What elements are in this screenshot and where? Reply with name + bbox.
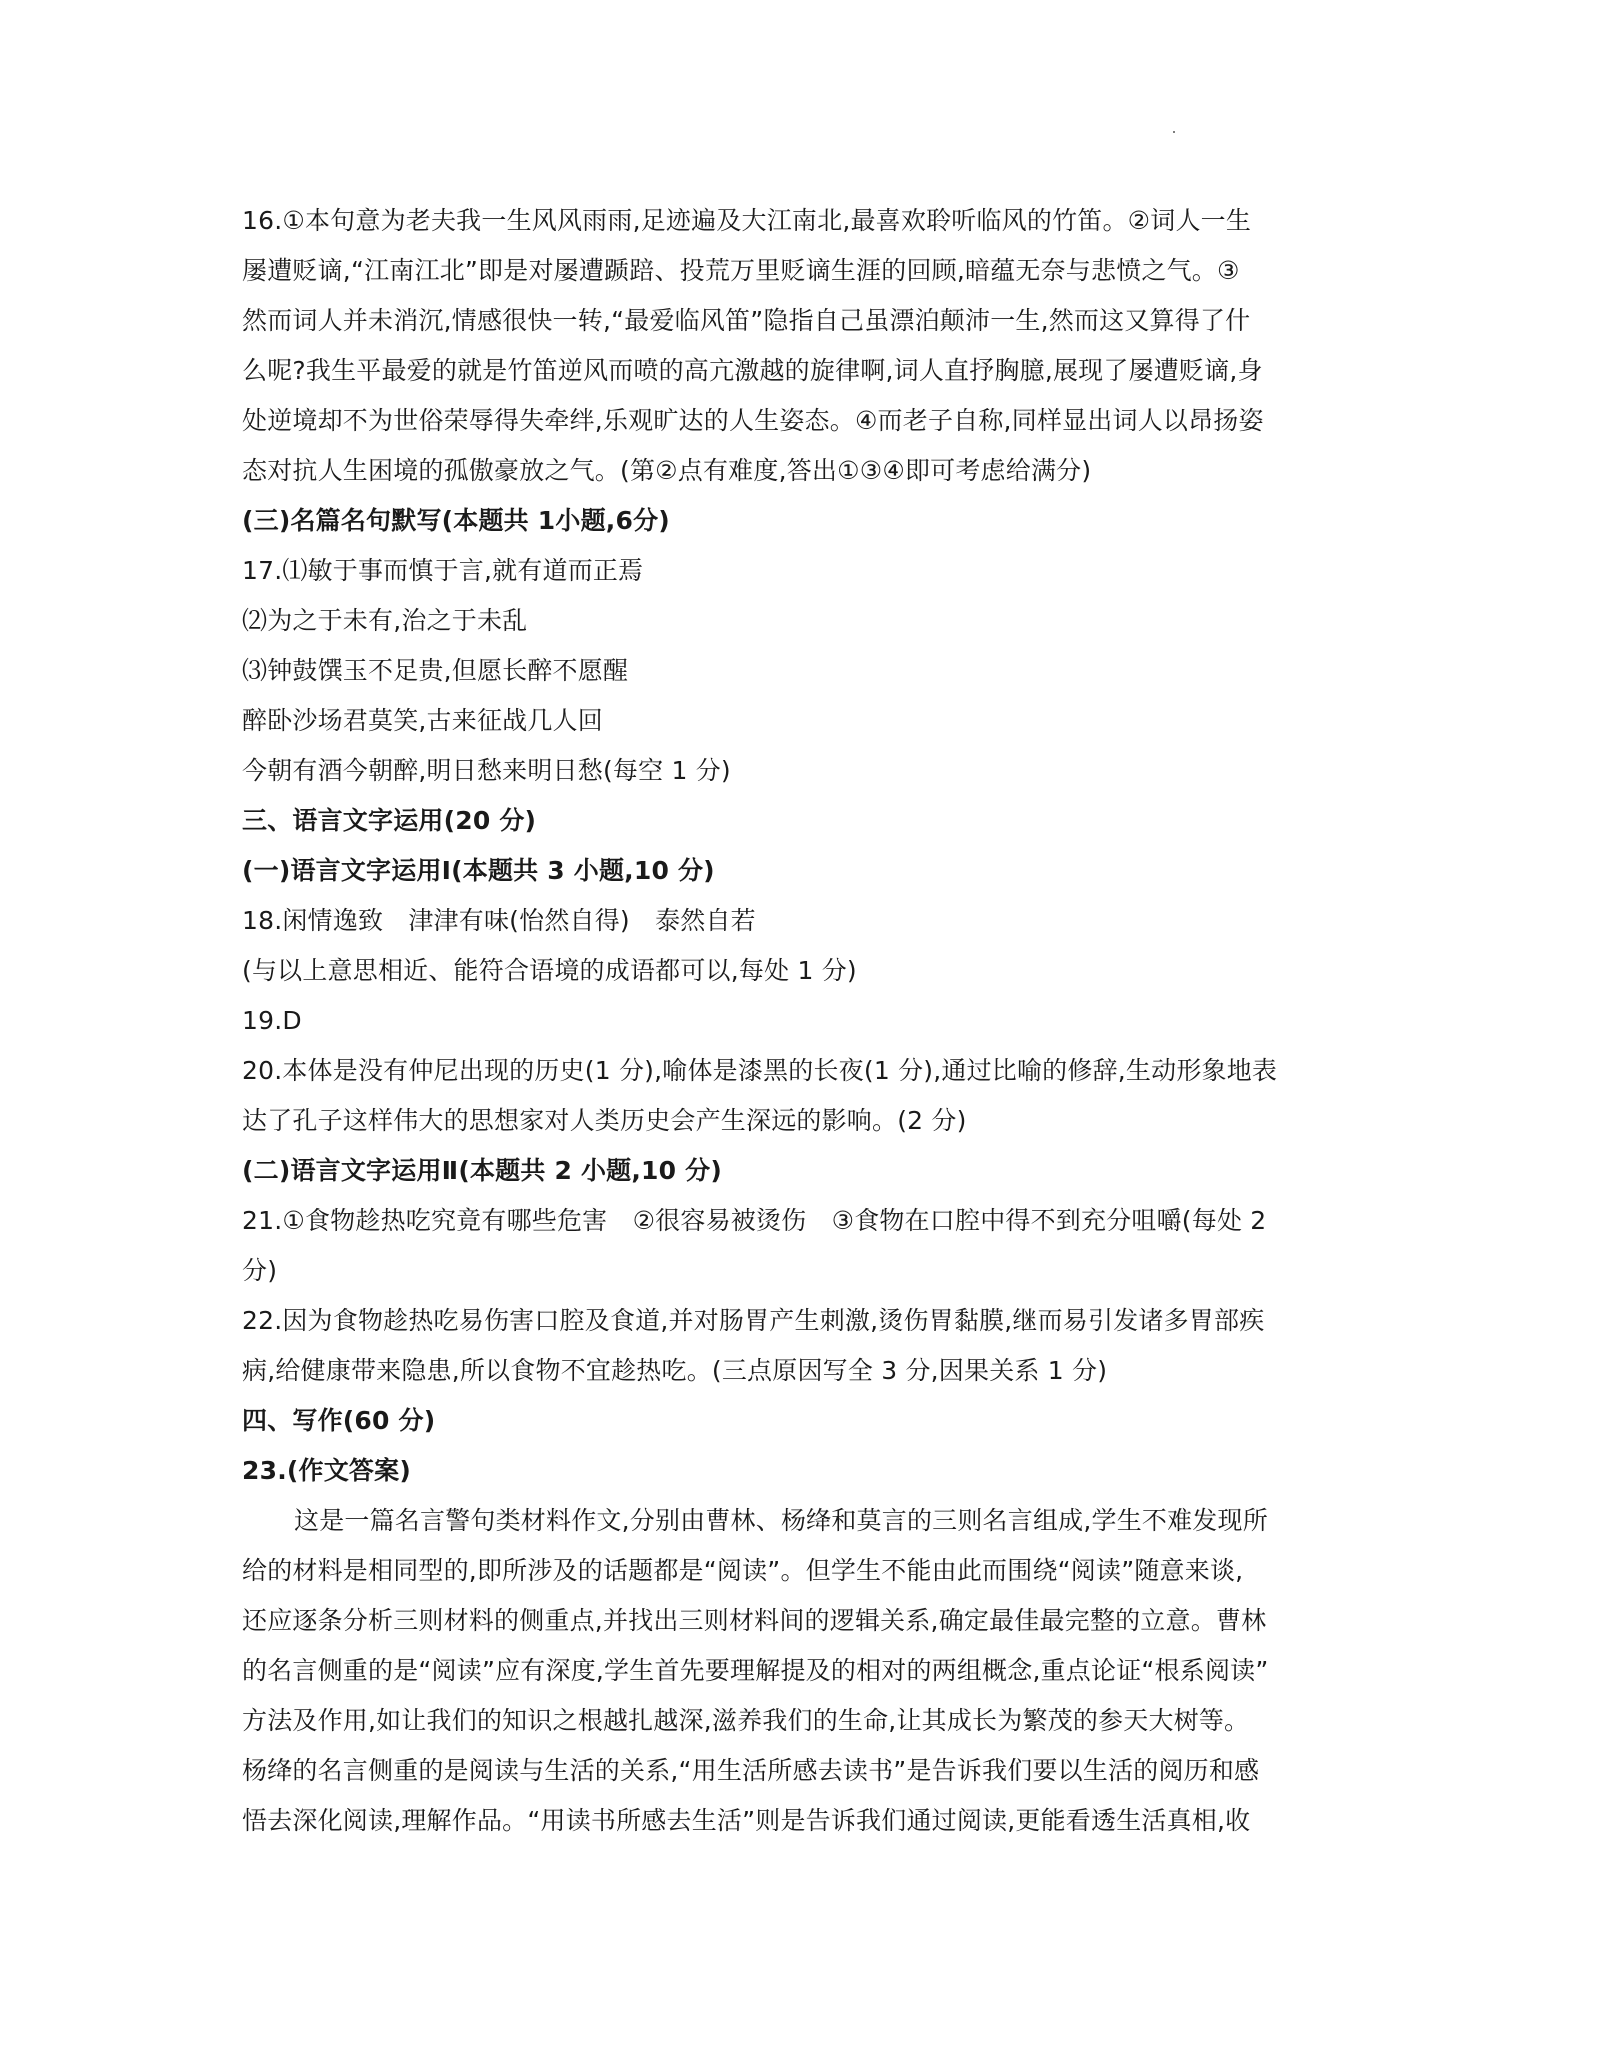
section-heading-recitation: (三)名篇名句默写(本题共 1小题,6分): [242, 506, 670, 535]
answer-17-line-3: ⑶钟鼓馔玉不足贵,但愿长醉不愿醒: [242, 656, 629, 685]
answer-17-line-2: ⑵为之于未有,治之于未乱: [242, 606, 528, 635]
answer-18-line-2: (与以上意思相近、能符合语境的成语都可以,每处 1 分): [242, 956, 857, 985]
answer-20-line-2: 达了孔子这样伟大的思想家对人类历史会产生深远的影响。(2 分): [242, 1106, 967, 1135]
answer-21-line-2: 分): [242, 1256, 278, 1285]
essay-paragraph-line-4: 的名言侧重的是“阅读”应有深度,学生首先要理解提及的相对的两组概念,重点论证“根系阅读”: [242, 1656, 1269, 1685]
answer-21-line-1: 21.①食物趁热吃究竟有哪些危害 ②很容易被烫伤 ③食物在口腔中得不到充分咀嚼(每处 2: [242, 1206, 1267, 1235]
answer-18-line-1: 18.闲情逸致 津津有味(怡然自得) 泰然自若: [242, 906, 756, 935]
document-page: [242, 196, 1372, 1846]
answer-23-heading: 23.(作文答案): [242, 1456, 411, 1485]
answer-20-line-1: 20.本体是没有仲尼出现的历史(1 分),喻体是漆黑的长夜(1 分),通过比喻的修辞,生动形象地表: [242, 1056, 1278, 1085]
essay-paragraph-line-3: 还应逐条分析三则材料的侧重点,并找出三则材料间的逻辑关系,确定最佳最完整的立意。曹林: [242, 1606, 1267, 1635]
answer-16-line-5: 处逆境却不为世俗荣辱得失牵绊,乐观旷达的人生姿态。④而老子自称,同样显出词人以昂扬姿: [242, 406, 1264, 435]
answer-16-line-6: 态对抗人生困境的孤傲豪放之气。(第②点有难度,答出①③④即可考虑给满分): [242, 456, 1092, 485]
scan-dot-mark: [1173, 131, 1175, 133]
answer-22-line-1: 22.因为食物趁热吃易伤害口腔及食道,并对肠胃产生刺激,烫伤胃黏膜,继而易引发诸多胃部疾: [242, 1306, 1265, 1335]
answer-16-line-3: 然而词人并未消沉,情感很快一转,“最爱临风笛”隐指自己虽漂泊颠沛一生,然而这又算得了什: [242, 306, 1251, 335]
answer-16-line-2: 屡遭贬谪,“江南江北”即是对屡遭踬踣、投荒万里贬谪生涯的回顾,暗蕴无奈与悲愤之气。③: [242, 256, 1240, 285]
essay-paragraph-line-7: 悟去深化阅读,理解作品。“用读书所感去生活”则是告诉我们通过阅读,更能看透生活真相,收: [242, 1806, 1251, 1835]
section-heading-language-use: 三、语言文字运用(20 分): [242, 806, 537, 835]
essay-paragraph-line-2: 给的材料是相同型的,即所涉及的话题都是“阅读”。但学生不能由此而围绕“阅读”随意来谈,: [242, 1556, 1244, 1585]
subsection-heading-language-use-2: (二)语言文字运用Ⅱ(本题共 2 小题,10 分): [242, 1156, 722, 1185]
essay-paragraph-line-5: 方法及作用,如让我们的知识之根越扎越深,滋养我们的生命,让其成长为繁茂的参天大树等。: [242, 1706, 1250, 1735]
answer-19: 19.D: [242, 1006, 302, 1035]
answer-17-line-1: 17.⑴敏于事而慎于言,就有道而正焉: [242, 556, 644, 585]
essay-paragraph-line-1: 这是一篇名言警句类材料作文,分别由曹林、杨绛和莫言的三则名言组成,学生不难发现所: [294, 1506, 1268, 1535]
answer-16-line-4: 么呢?我生平最爱的就是竹笛逆风而喷的高亢激越的旋律啊,词人直抒胸臆,展现了屡遭贬谪,身: [242, 356, 1263, 385]
answer-16-line-1: 16.①本句意为老夫我一生风风雨雨,足迹遍及大江南北,最喜欢聆听临风的竹笛。②词人一生: [242, 206, 1252, 235]
essay-paragraph-line-6: 杨绛的名言侧重的是阅读与生活的关系,“用生活所感去读书”是告诉我们要以生活的阅历和感: [242, 1756, 1260, 1785]
subsection-heading-language-use-1: (一)语言文字运用Ⅰ(本题共 3 小题,10 分): [242, 856, 715, 885]
section-heading-writing: 四、写作(60 分): [242, 1406, 436, 1435]
answer-17-line-5: 今朝有酒今朝醉,明日愁来明日愁(每空 1 分): [242, 756, 731, 785]
answer-17-line-4: 醉卧沙场君莫笑,古来征战几人回: [242, 706, 603, 735]
answer-22-line-2: 病,给健康带来隐患,所以食物不宜趁热吃。(三点原因写全 3 分,因果关系 1 分): [242, 1356, 1108, 1385]
